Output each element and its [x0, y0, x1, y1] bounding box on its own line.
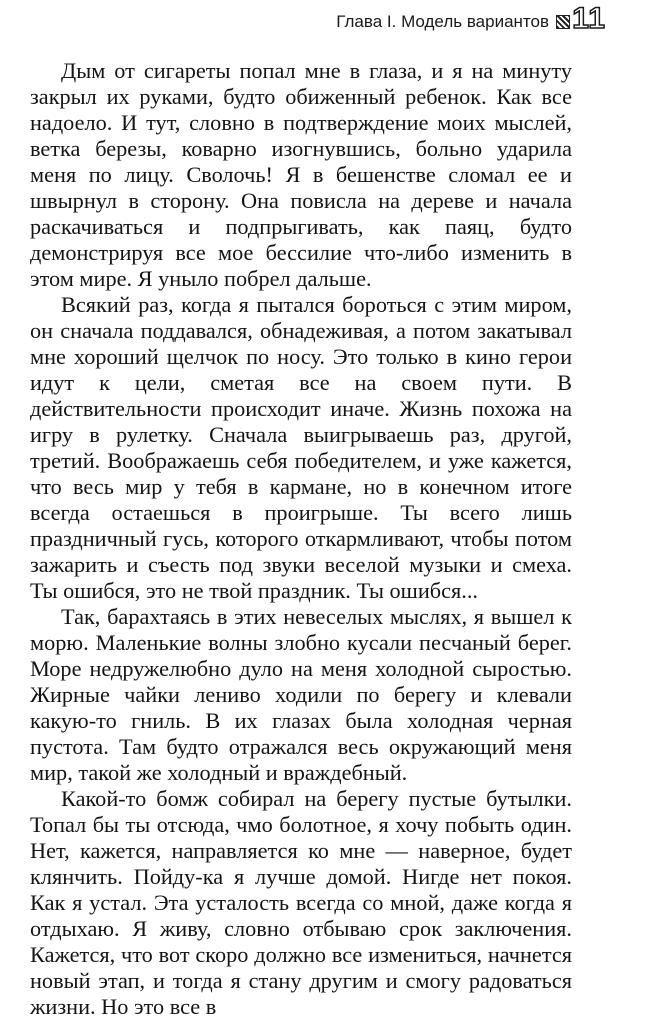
paragraph: Так, барахтаясь в этих невеселых мыслях, я вышел к морю. Маленькие волны злобно кусали песчаный берег. Море недружелюбно дуло на меня холодной сыростью. Жирные чайки лениво ходили по берегу и клевали какую-то гниль. В их глазах была холодная черная пустота. Там будто отражался весь окружающий меня мир, такой же холодный и враждебный. [30, 604, 572, 785]
body-text [30, 58, 572, 1020]
paragraph: Какой-то бомж собирал на берегу пустые бутылки. Топал бы ты отсюда, чмо болотное, я хочу побыть один. Нет, кажется, направляется ко мне — наверное, будет клянчить. Пойду-ка я лучше домой. Нигде нет покоя. Как я устал. Эта усталость всегда со мной, даже когда я отдыхаю. Я живу, словно отбываю срок заключения. Кажется, что вот скоро должно все измениться, начнется новый этап, и тогда я стану другим и смогу радоваться жизни. Но это все в [30, 786, 572, 1019]
paragraph: Всякий раз, когда я пытался бороться с этим миром, он сначала поддавался, обнадеживая, а потом закатывал мне хороший щелчок по носу. Это только в кино герои идут к цели, сметая все на своем пути. В действительности происходит иначе. Жизнь похожа на игру в рулетку. Сначала выигрываешь раз, другой, третий. Воображаешь себя победителем, и уже кажется, что весь мир у тебя в кармане, но в конечном итоге всегда остаешься в проигрыше. Ты всего лишь праздничный гусь, которого откармливают, чтобы потом зажарить и съесть под звуки веселой музыки и смеха. Ты ошибся, это не твой праздник. Ты ошибся... [30, 292, 572, 603]
running-header [336, 8, 570, 36]
page-number: 11 [572, 2, 606, 35]
chapter-title: Глава I. Модель вариантов [336, 12, 549, 31]
paragraph: Дым от сигареты попал мне в глаза, и я на минуту закрыл их руками, будто обиженный ребенок. Как все надоело. И тут, словно в подтверждение моих мыслей, ветка березы, коварно изогнувшись, больно ударила меня по лицу. Сволочь! Я в бешенстве сломал ее и швырнул в сторону. Она повисла на дереве и начала раскачиваться и подпрыгивать, как паяц, будто демонстрируя все мое бессилие что-либо изменить в этом мире. Я уныло побрел дальше. [30, 58, 572, 291]
header-marker-icon [556, 15, 570, 29]
